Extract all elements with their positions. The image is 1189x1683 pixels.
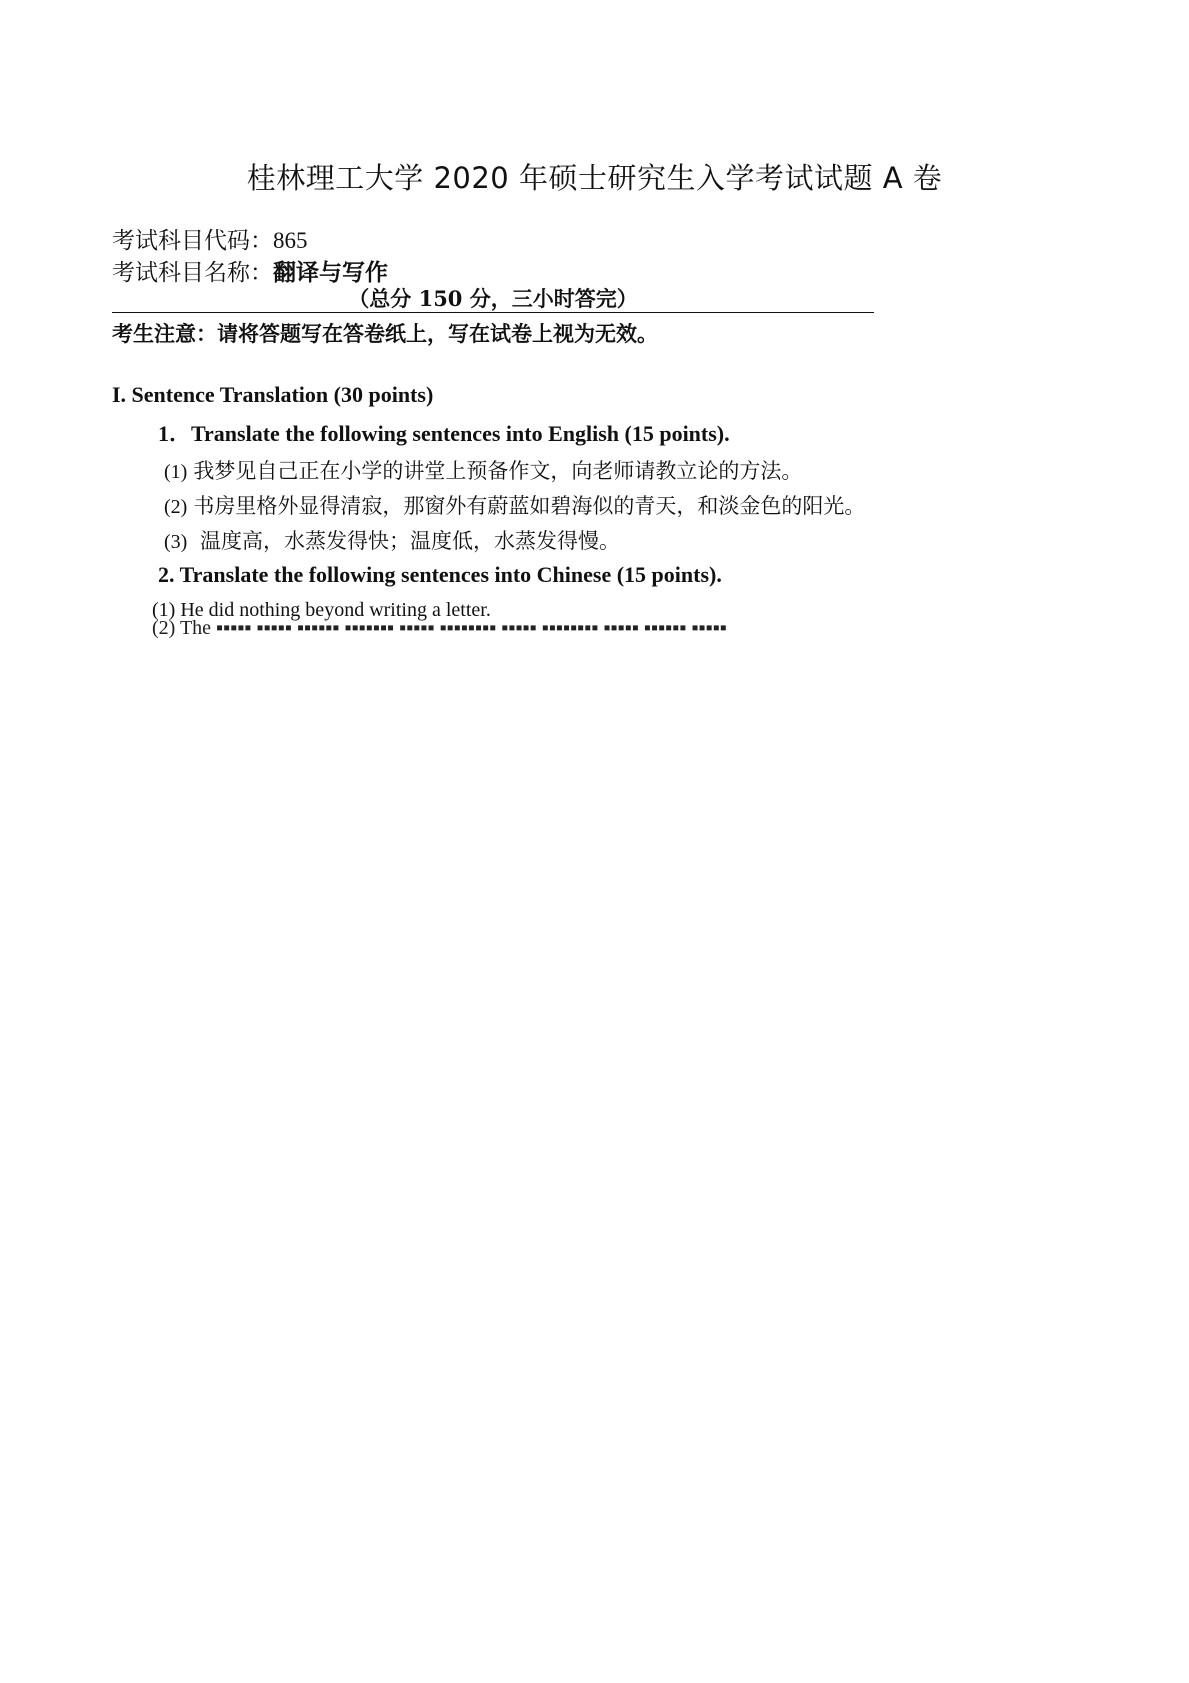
- item-text: 温度高，水蒸发得快；温度低，水蒸发得慢。: [193, 529, 621, 553]
- cut-off-text: (2) The ▪▪▪▪▪ ▪▪▪▪▪ ▪▪▪▪▪▪ ▪▪▪▪▪▪▪ ▪▪▪▪▪ ▪▪▪▪▪▪▪▪ ▪▪▪▪▪ ▪▪▪▪▪▪▪▪ ▪▪▪▪▪ ▪▪▪▪▪▪ ▪▪▪▪▪: [152, 617, 727, 639]
- item-number: (3): [164, 531, 188, 553]
- subject-code-value: 865: [273, 228, 308, 253]
- part-1-item-1: [164, 455, 802, 485]
- subject-code-line: [112, 222, 308, 255]
- subject-code-label: 考试科目代码：: [112, 228, 273, 254]
- score-info: （总分 150 分，三小时答完）: [112, 285, 874, 313]
- part-1-item-3: [164, 525, 620, 555]
- item-text: 我梦见自己正在小学的讲堂上预备作文，向老师请教立论的方法。: [193, 459, 803, 483]
- subject-name-value: 翻译与写作: [273, 260, 388, 286]
- part-1-heading: 1．Translate the following sentences into English (15 points).: [158, 421, 730, 446]
- item-number: (1): [164, 461, 188, 483]
- item-text: 书房里格外显得清寂，那窗外有蔚蓝如碧海似的青天，和淡金色的阳光。: [193, 494, 866, 518]
- subject-name-label: 考试科目名称：: [112, 260, 273, 286]
- subject-name-line: [112, 254, 388, 287]
- part-1-item-2: [164, 490, 865, 520]
- part-2-heading: 2. Translate the following sentences into Chinese (15 points).: [158, 562, 722, 587]
- part-2-item-1: (1) He did nothing beyond writing a letter.: [152, 599, 491, 621]
- item-number: (2): [164, 496, 188, 518]
- section-1-heading: I. Sentence Translation (30 points): [112, 382, 434, 407]
- exam-title: 桂林理工大学 2020 年硕士研究生入学考试试题 A 卷: [246, 161, 943, 195]
- cut-off-text-line: [152, 617, 872, 639]
- exam-notice: 考生注意：请将答题写在答卷纸上，写在试卷上视为无效。: [112, 321, 658, 346]
